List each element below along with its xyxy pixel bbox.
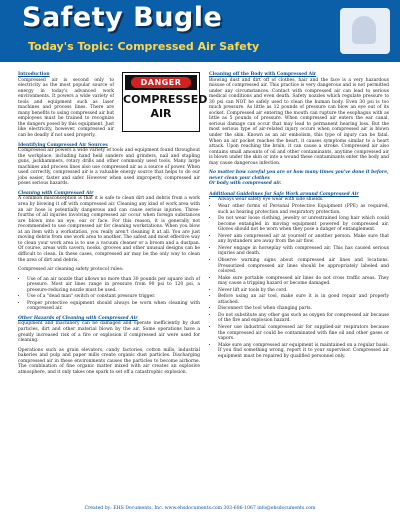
danger-line-1: COMPRESSED: [123, 93, 208, 106]
guideline-item: • Disconnect the tool when changing parts.: [218, 306, 389, 312]
guideline-item: • Do not substitute any other gas such as oxygen for compressed air because of the fire and explosion hazard.: [218, 313, 389, 324]
emphasis-line-2: Or body with compressed air.: [209, 181, 282, 187]
header-banner: [0, 0, 400, 62]
hazards-text: Equipment and machinery can be damaged and operate inefficiently by dust particles, dirt and other material blown by the air. Some operations have a greatly increased risk of a fire or explosion if compressed air were used for cleaning.: [18, 321, 200, 344]
danger-compressed-air-sign: [122, 72, 208, 132]
intro-text: Compressed air is second only to electricity as the most popular source of energy in today's advanced work environments. It powers a wide variety of tools and equipment such as laser machines and process lines. There are many benefits to using compressed air but employees must be trained to recognize the dangers posed by this equipment. Just like electricity, however, compressed air can be deadly if not used properly.: [18, 77, 115, 139]
identifying-text: Compressed air powers a wide variety of tools and equipment found throughout the workplace, including hand held sanders and grinders, nail and stapling guns, jackhammers, rotary drills and other commonly used tools. Many large machines and process lines also use compressed air as a source of power. When used correctly, compressed air is a valuable energy source that helps to do our jobs easier, faster and safer. However when used improperly, compressed air poses serious hazards.: [18, 148, 200, 187]
operations-text: Operations such as grain elevators, candy factories, cotton mills, industrial bakeries and pulp and paper mills create organic dust particles. Discharging compressed air in these environments causes the particles to become airborne. The combination of fine organic matter mixed with air creates an explosive atmosphere, and it only takes one spark to set off a catastrophic explosion.: [18, 347, 200, 375]
guidelines-list: [209, 197, 389, 359]
danger-label: DANGER: [131, 77, 191, 88]
cleaning-off-text: Blowing dust and dirt off of clothes, hair and the face is a very hazardous misuse of compressed air. This practice is very dangerous and is not permitted under any circumstances. Contact with compressed air can lead to serious medical conditions and even death. Safety nozzles which regulate pressure to 30 psi can NOT be safely used to clean the human body. Even 30 psi is too much pressure. As little as 12 pounds of pressure can blow an eye out of its socket. Compressed air entering the mouth can rupture the esophagus with as little as 5 pounds of pressure. When compressed air enters the ear canal, serious damage can occur that may lead to permanent hearing loss. But the most serious type of air-related injury occurs when compressed air is blown under the skin. Known as an air embolism, this type of injury can be fatal. When an air pocket reaches the heart, it causes symptoms similar to a heart attack. Upon reaching the brain, it can cause a stroke. Compressed air also contains small amounts of oil and other contaminants, anytime compressed air is blown under the skin or into a wound these contaminants enter the body and may cause dangerous infection.: [209, 77, 389, 166]
intro-heading: Introduction: [18, 72, 50, 77]
cleaning-heading: Cleaning with Compressed Air: [18, 190, 94, 196]
emphasis-warning: [209, 170, 389, 187]
identifying-heading: Identifying Compressed Air Sources: [18, 142, 108, 148]
guideline-item: • Never lift air tools by the cord.: [218, 288, 389, 294]
todays-topic: Today's Topic: Compressed Air Safety: [28, 40, 260, 53]
protocol-intro: Compressed air cleaning safety protocol rules:: [18, 267, 124, 273]
guideline-item: • Observe warning signs about compressed air lines and locations. Pressurized compressed air lines should be appropriately labeled and colored.: [218, 258, 389, 275]
header-logo-image: [340, 8, 390, 54]
guideline-item: • Do not wear loose clothing, jewelry or unrestrained long hair which could become entangled in moving equipment powered by compressed air. Gloves should not be worn when they pose a danger of entanglement.: [218, 216, 389, 233]
guideline-item: • Never use industrial compressed air for supplied-air respirators because the compressed air could be contaminated with fine oil and other gases or vapors.: [218, 325, 389, 342]
newsletter-title: Safety Bugle: [22, 2, 223, 33]
guideline-item: • Wear other forms of Personal Protective Equipment (PPE) as required, such as hearing protection and respiratory protection.: [218, 204, 389, 215]
guidelines-heading: Additional Guidelines for Safe Work around Compressed Air: [209, 191, 359, 197]
emphasis-line-1: No matter how careful you are or how many times you've done it before, never clean your clothes: [209, 170, 389, 181]
left-column: [18, 72, 208, 379]
protocol-item: • Use of a "dead man" switch or constant pressure trigger.: [27, 294, 200, 300]
footer-credit: Created by: EHS Documents, Inc. www.ehsdocuments.com 303-686-1067 info@ehsdocuments.com: [84, 506, 316, 511]
guideline-item: • Make sure portable compressed air lines do not cross traffic areas. They may cause a tripping hazard or become damaged.: [218, 276, 389, 287]
protocol-item: • Use of an air nozzle that allows no more than 30 pounds per square inch of pressure. Most air lines range in pressure from 90 psi to 120 psi, a pressure-reducing nozzle must be used.: [27, 277, 200, 294]
cleaning-off-heading: Cleaning off the Body with Compressed Air: [209, 72, 317, 77]
guideline-item: • Always wear safety eye wear with side shields.: [218, 197, 389, 203]
protocol-item: • Proper protective equipment should always be worn when cleaning with compressed air.: [27, 301, 200, 312]
guideline-item: • Never aim compressed air at yourself or another person. Make sure that any bystanders are away from the air flow.: [218, 234, 389, 245]
protocol-list: [18, 277, 200, 312]
guideline-item: • Never engage in horseplay with compressed air. This has caused serious injuries and death.: [218, 246, 389, 257]
hazards-heading: Other Hazards of Cleaning with Compressed Air: [18, 315, 138, 321]
right-column: [209, 72, 389, 363]
cleaning-text: A common misconception is that it is safe to clean dirt and debris from a work area by blowing it off with compressed air. Cleaning any kind of work area with an air hose is potentially dangerous and can cause serious injuries. Three-fourths of all injuries involving compressed air occur when foreign substances are blown into an eye, ear or face. For this reason, it is generally not recommended to use compressed air for cleaning workstations. When you blow at an item with a workstation, you really aren't cleaning it at all. You are just moving debris from one work area to another. The safest and most effective way to clean your work area is to use a vacuum cleaner or a broom and a dustpan. Of course, areas with cavern, nooks, grooves and other unusual designs can be difficult to clean. In these cases, compressed air may be the only way to clean the area of dirt and debris.: [18, 196, 200, 263]
guideline-item: • Before using an air tool, make sure it is in good repair and properly attached.: [218, 294, 389, 305]
danger-line-2: AIR: [150, 107, 172, 120]
guideline-item: • Make sure any compressed air equipment is maintained on a regular basis. If you find something wrong, report it to your supervisor. Compressed air equipment must be repaired by qualified personnel only.: [218, 343, 389, 360]
